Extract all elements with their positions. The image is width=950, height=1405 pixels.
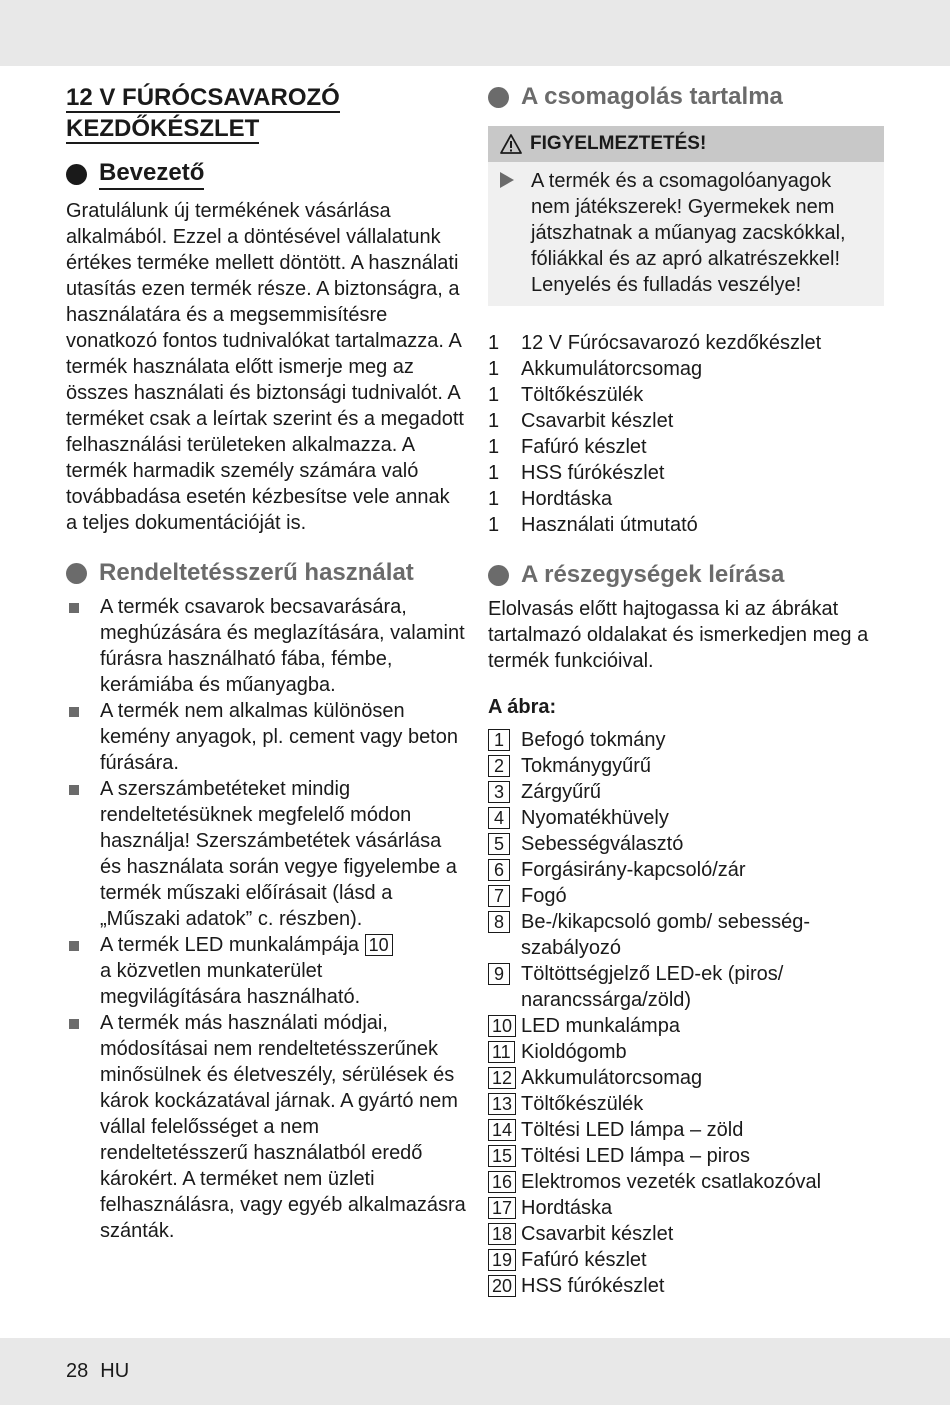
intro-heading: [66, 158, 466, 190]
title-line-2: KEZDŐKÉSZLET: [66, 115, 260, 142]
list-item: 8 Be-/kikapcsoló gomb/ sebesség-szabályozó: [488, 909, 884, 961]
list-item: A termék más használati módjai, módosításai nem rendeltetésszerűnek minősülnek és életveszély, sérülések és károk kockázatával járnak. A gyártó nem vállal felelősséget a nem rendeltetésszerű használatból eredő károkért. A terméket nem üzleti felhasználásra, vagy egyéb alkalmazásra szánták.: [66, 1010, 466, 1244]
list-item: 3 Zárgyűrű: [488, 779, 884, 805]
part-number-badge: 1: [488, 729, 510, 751]
list-item: 4 Nyomatékhüvely: [488, 805, 884, 831]
header-band: [0, 0, 950, 66]
part-number-badge: 12: [488, 1067, 516, 1089]
language-code: HU: [100, 1360, 130, 1382]
bullet-dot-icon: [66, 164, 87, 185]
part-number-badge: 3: [488, 781, 510, 803]
part-number-badge: 16: [488, 1171, 516, 1193]
warning-triangle-icon: [500, 134, 522, 154]
warning-header: [488, 126, 884, 162]
bullet-dot-icon: [488, 87, 509, 108]
list-item: 1 Hordtáska: [488, 488, 613, 510]
document-title: [66, 82, 466, 144]
footer-band: [0, 1338, 950, 1405]
page-number: 28: [66, 1360, 89, 1382]
right-column: [488, 82, 884, 1299]
part-number-badge: 14: [488, 1119, 516, 1141]
part-number-badge: 19: [488, 1249, 516, 1271]
parts-intro-paragraph: Elolvasás előtt hajtogassa ki az ábrákat tartalmazó oldalakat és ismerkedjen meg a termék funkcióival.: [488, 598, 869, 672]
list-item: 1 HSS fúrókészlet: [488, 462, 665, 484]
part-number-badge: 2: [488, 755, 510, 777]
list-item: 7 Fogó: [488, 883, 884, 909]
warning-text: A termék és a csomagolóanyagok nem játékszerek! Gyermekek nem játszhatnak a műanyag zacskókkal, fóliákkal és az apró alkatrészekkel! Lenyelés és fulladás veszélye!: [531, 170, 846, 296]
bullet-dot-icon: [66, 563, 87, 584]
part-number-badge: 18: [488, 1223, 516, 1245]
warning-title: FIGYELMEZTETÉS!: [530, 133, 707, 154]
list-item: 20 HSS fúrókészlet: [488, 1273, 884, 1299]
list-item: 13 Töltőkészülék: [488, 1091, 884, 1117]
part-number-badge: 11: [488, 1041, 515, 1063]
square-bullet-icon: [69, 785, 79, 795]
part-number-badge: 15: [488, 1145, 516, 1167]
list-item: 1 12 V Fúrócsavarozó kezdőkészlet: [488, 332, 822, 354]
part-number-badge: 9: [488, 963, 510, 985]
part-number-badge: 20: [488, 1275, 516, 1297]
list-item: 10 LED munkalámpa: [488, 1013, 884, 1039]
list-item: 1 Befogó tokmány: [488, 727, 884, 753]
square-bullet-icon: [69, 707, 79, 717]
list-item: 1 Töltőkészülék: [488, 384, 644, 406]
part-number-badge: 7: [488, 885, 510, 907]
part-number-badge: 8: [488, 911, 510, 933]
part-number-badge: 13: [488, 1093, 516, 1115]
intended-use-heading: [66, 558, 466, 588]
part-number-badge: 10: [488, 1015, 516, 1037]
page-footer: [66, 1360, 141, 1383]
list-item: 16 Elektromos vezeték csatlakozóval: [488, 1169, 884, 1195]
list-item: 18 Csavarbit készlet: [488, 1221, 884, 1247]
list-item: 15 Töltési LED lámpa – piros: [488, 1143, 884, 1169]
title-line-1: 12 V FÚRÓCSAVAROZÓ: [66, 84, 340, 111]
part-number-badge: 5: [488, 833, 510, 855]
package-contents-heading: [488, 82, 884, 112]
list-item: A szerszámbetéteket mindig rendeltetésüknek megfelelő módon használja! Szerszámbetétek vásárlása és használata során vegye figyelembe a termék műszaki előírásait (lásd a „Műszaki adatok” c. részben).: [66, 776, 466, 932]
parts-description-heading-text: A részegységek leírása: [521, 561, 785, 588]
warning-box: [488, 126, 884, 306]
list-item: 11 Kioldógomb: [488, 1039, 884, 1065]
list-item: 1 Csavarbit készlet: [488, 410, 674, 432]
intended-use-heading-text: Rendeltetésszerű használat: [99, 559, 414, 586]
figure-label: A ábra:: [488, 696, 557, 718]
square-bullet-icon: [69, 603, 79, 613]
list-item: 17 Hordtáska: [488, 1195, 884, 1221]
list-item: A termék nem alkalmas különösen kemény anyagok, pl. cement vagy beton fúrására.: [66, 698, 466, 776]
list-item: A termék LED munkalámpája 10 a közvetlen munkaterület megvilágítására használható.: [66, 932, 466, 1010]
warning-body: [488, 162, 884, 306]
list-item: A termék csavarok becsavarására, meghúzására és meglazítására, valamint fúrásra használható fába, fémbe, kerámiába és műanyagba.: [66, 594, 466, 698]
list-item: 1 Akkumulátorcsomag: [488, 358, 703, 380]
list-item: 6 Forgásirány-kapcsoló/zár: [488, 857, 884, 883]
part-number-badge: 4: [488, 807, 510, 829]
part-number-badge: 10: [365, 934, 393, 956]
arrow-bullet-icon: [500, 172, 514, 188]
list-item: 1 Fafúró készlet: [488, 436, 647, 458]
list-item: 2 Tokmánygyűrű: [488, 753, 884, 779]
parts-list: [488, 727, 884, 1299]
bullet-dot-icon: [488, 565, 509, 586]
intro-paragraph: Gratulálunk új termékének vásárlása alkalmából. Ezzel a döntésével vállalatunk értékes terméke mellett döntött. A használati utasítás ezen termék része. A biztonságra, a használatára és a megsemmisítésre vonatkozó fontos tudnivalókat tartalmazza. A termék használata előtt ismerje meg az összes használati és biztonsági tudnivalót. A terméket csak a leírtak szerint és a megadott felhasználási területeken alkalmazza. A termék harmadik személy számára való továbbadása esetén kézbesítse vele annak a teljes dokumentációját is.: [66, 200, 464, 534]
left-column: [66, 82, 466, 1244]
package-list: [488, 330, 884, 538]
list-item: 14 Töltési LED lámpa – zöld: [488, 1117, 884, 1143]
package-contents-heading-text: A csomagolás tartalma: [521, 83, 783, 110]
square-bullet-icon: [69, 1019, 79, 1029]
part-number-badge: 17: [488, 1197, 516, 1219]
square-bullet-icon: [69, 941, 79, 951]
list-item: 12 Akkumulátorcsomag: [488, 1065, 884, 1091]
part-number-badge: 6: [488, 859, 510, 881]
parts-description-heading: [488, 560, 884, 590]
list-item: 5 Sebességválasztó: [488, 831, 884, 857]
intended-use-list: [66, 594, 466, 1244]
list-item: 9 Töltöttségjelző LED-ek (piros/ narancssárga/zöld): [488, 961, 884, 1013]
list-item: 19 Fafúró készlet: [488, 1247, 884, 1273]
list-item: 1 Használati útmutató: [488, 514, 698, 536]
intro-heading-text: Bevezető: [99, 158, 204, 190]
